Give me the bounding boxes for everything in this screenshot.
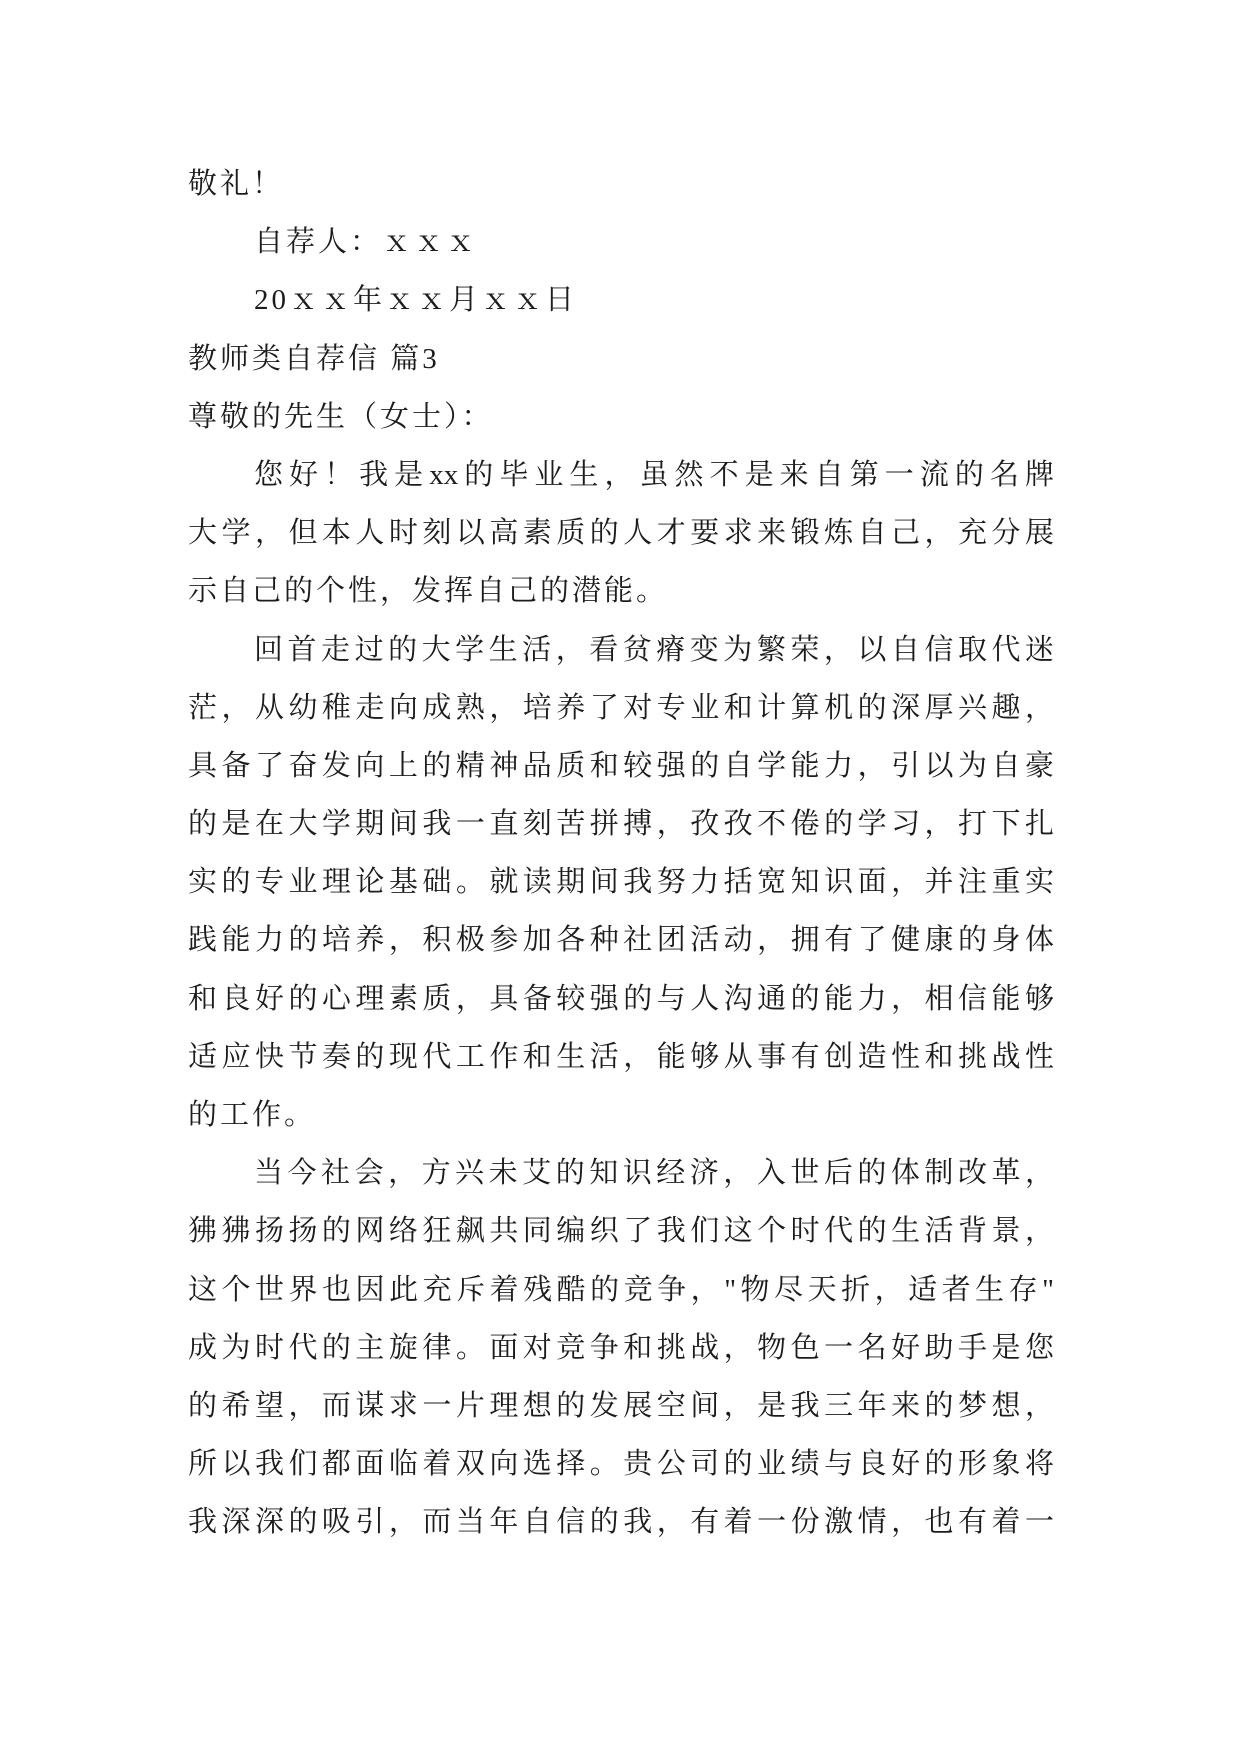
paragraph-line: 所以我们都面临着双向选择。贵公司的业绩与良好的形象将 bbox=[188, 1448, 1054, 1481]
paragraph-line: 和良好的心理素质，具备较强的与人沟通的能力，相信能够 bbox=[188, 982, 1054, 1015]
paragraph-line: 成为时代的主旋律。面对竞争和挑战，物色一名好助手是您 bbox=[188, 1331, 1054, 1364]
paragraph bbox=[188, 621, 1054, 1145]
paragraph-line: 实的专业理论基础。就读期间我努力括宽知识面，并注重实 bbox=[188, 866, 1054, 899]
paragraph-line: 狒狒扬扬的网络狂飙共同编织了我们这个时代的生活背景， bbox=[188, 1215, 1054, 1248]
paragraph-line: 这个世界也因此充斥着残酷的竞争，"物尽天折，适者生存" bbox=[188, 1273, 1054, 1306]
paragraph-line: 的工作。 bbox=[188, 1099, 317, 1131]
salutation: 尊敬的先生（女士）： bbox=[188, 400, 494, 433]
paragraph-line: 适应快节奏的现代工作和生活，能够从事有创造性和挑战性 bbox=[188, 1040, 1054, 1073]
paragraph bbox=[188, 1144, 1054, 1551]
closing-line: 敬礼！ bbox=[188, 168, 285, 200]
paragraph-line: 茫，从幼稚走向成熟，培养了对专业和计算机的深厚兴趣， bbox=[188, 691, 1054, 724]
paragraph-line: 当今社会，方兴未艾的知识经济，入世后的体制改革， bbox=[254, 1157, 1054, 1190]
paragraph-line: 的希望，而谋求一片理想的发展空间，是我三年来的梦想， bbox=[188, 1389, 1054, 1422]
paragraph bbox=[188, 446, 1054, 621]
signer-line: 自荐人：ｘｘｘ bbox=[254, 226, 479, 259]
paragraph-line: 您好！我是xx的毕业生，虽然不是来自第一流的名牌 bbox=[254, 458, 1054, 491]
section-title: 教师类自荐信 篇3 bbox=[188, 342, 440, 375]
paragraph-line: 具备了奋发向上的精神品质和较强的自学能力，引以为自豪 bbox=[188, 749, 1054, 782]
date-line: 20ｘｘ年ｘｘ月ｘｘ日 bbox=[254, 284, 578, 317]
document-body bbox=[188, 155, 1054, 1552]
paragraph-line: 回首走过的大学生活，看贫瘠变为繁荣，以自信取代迷 bbox=[254, 633, 1054, 666]
paragraph-line: 践能力的培养，积极参加各种社团活动，拥有了健康的身体 bbox=[188, 924, 1054, 957]
paragraph-line: 示自己的个性，发挥自己的潜能。 bbox=[188, 575, 669, 608]
paragraph-line: 我深深的吸引，而当年自信的我，有着一份激情，也有着一 bbox=[188, 1506, 1054, 1539]
paragraph-line: 大学，但本人时刻以高素质的人才要求来锻炼自己，充分展 bbox=[188, 517, 1054, 550]
paragraph-line: 的是在大学期间我一直刻苦拼搏，孜孜不倦的学习，打下扎 bbox=[188, 808, 1054, 841]
